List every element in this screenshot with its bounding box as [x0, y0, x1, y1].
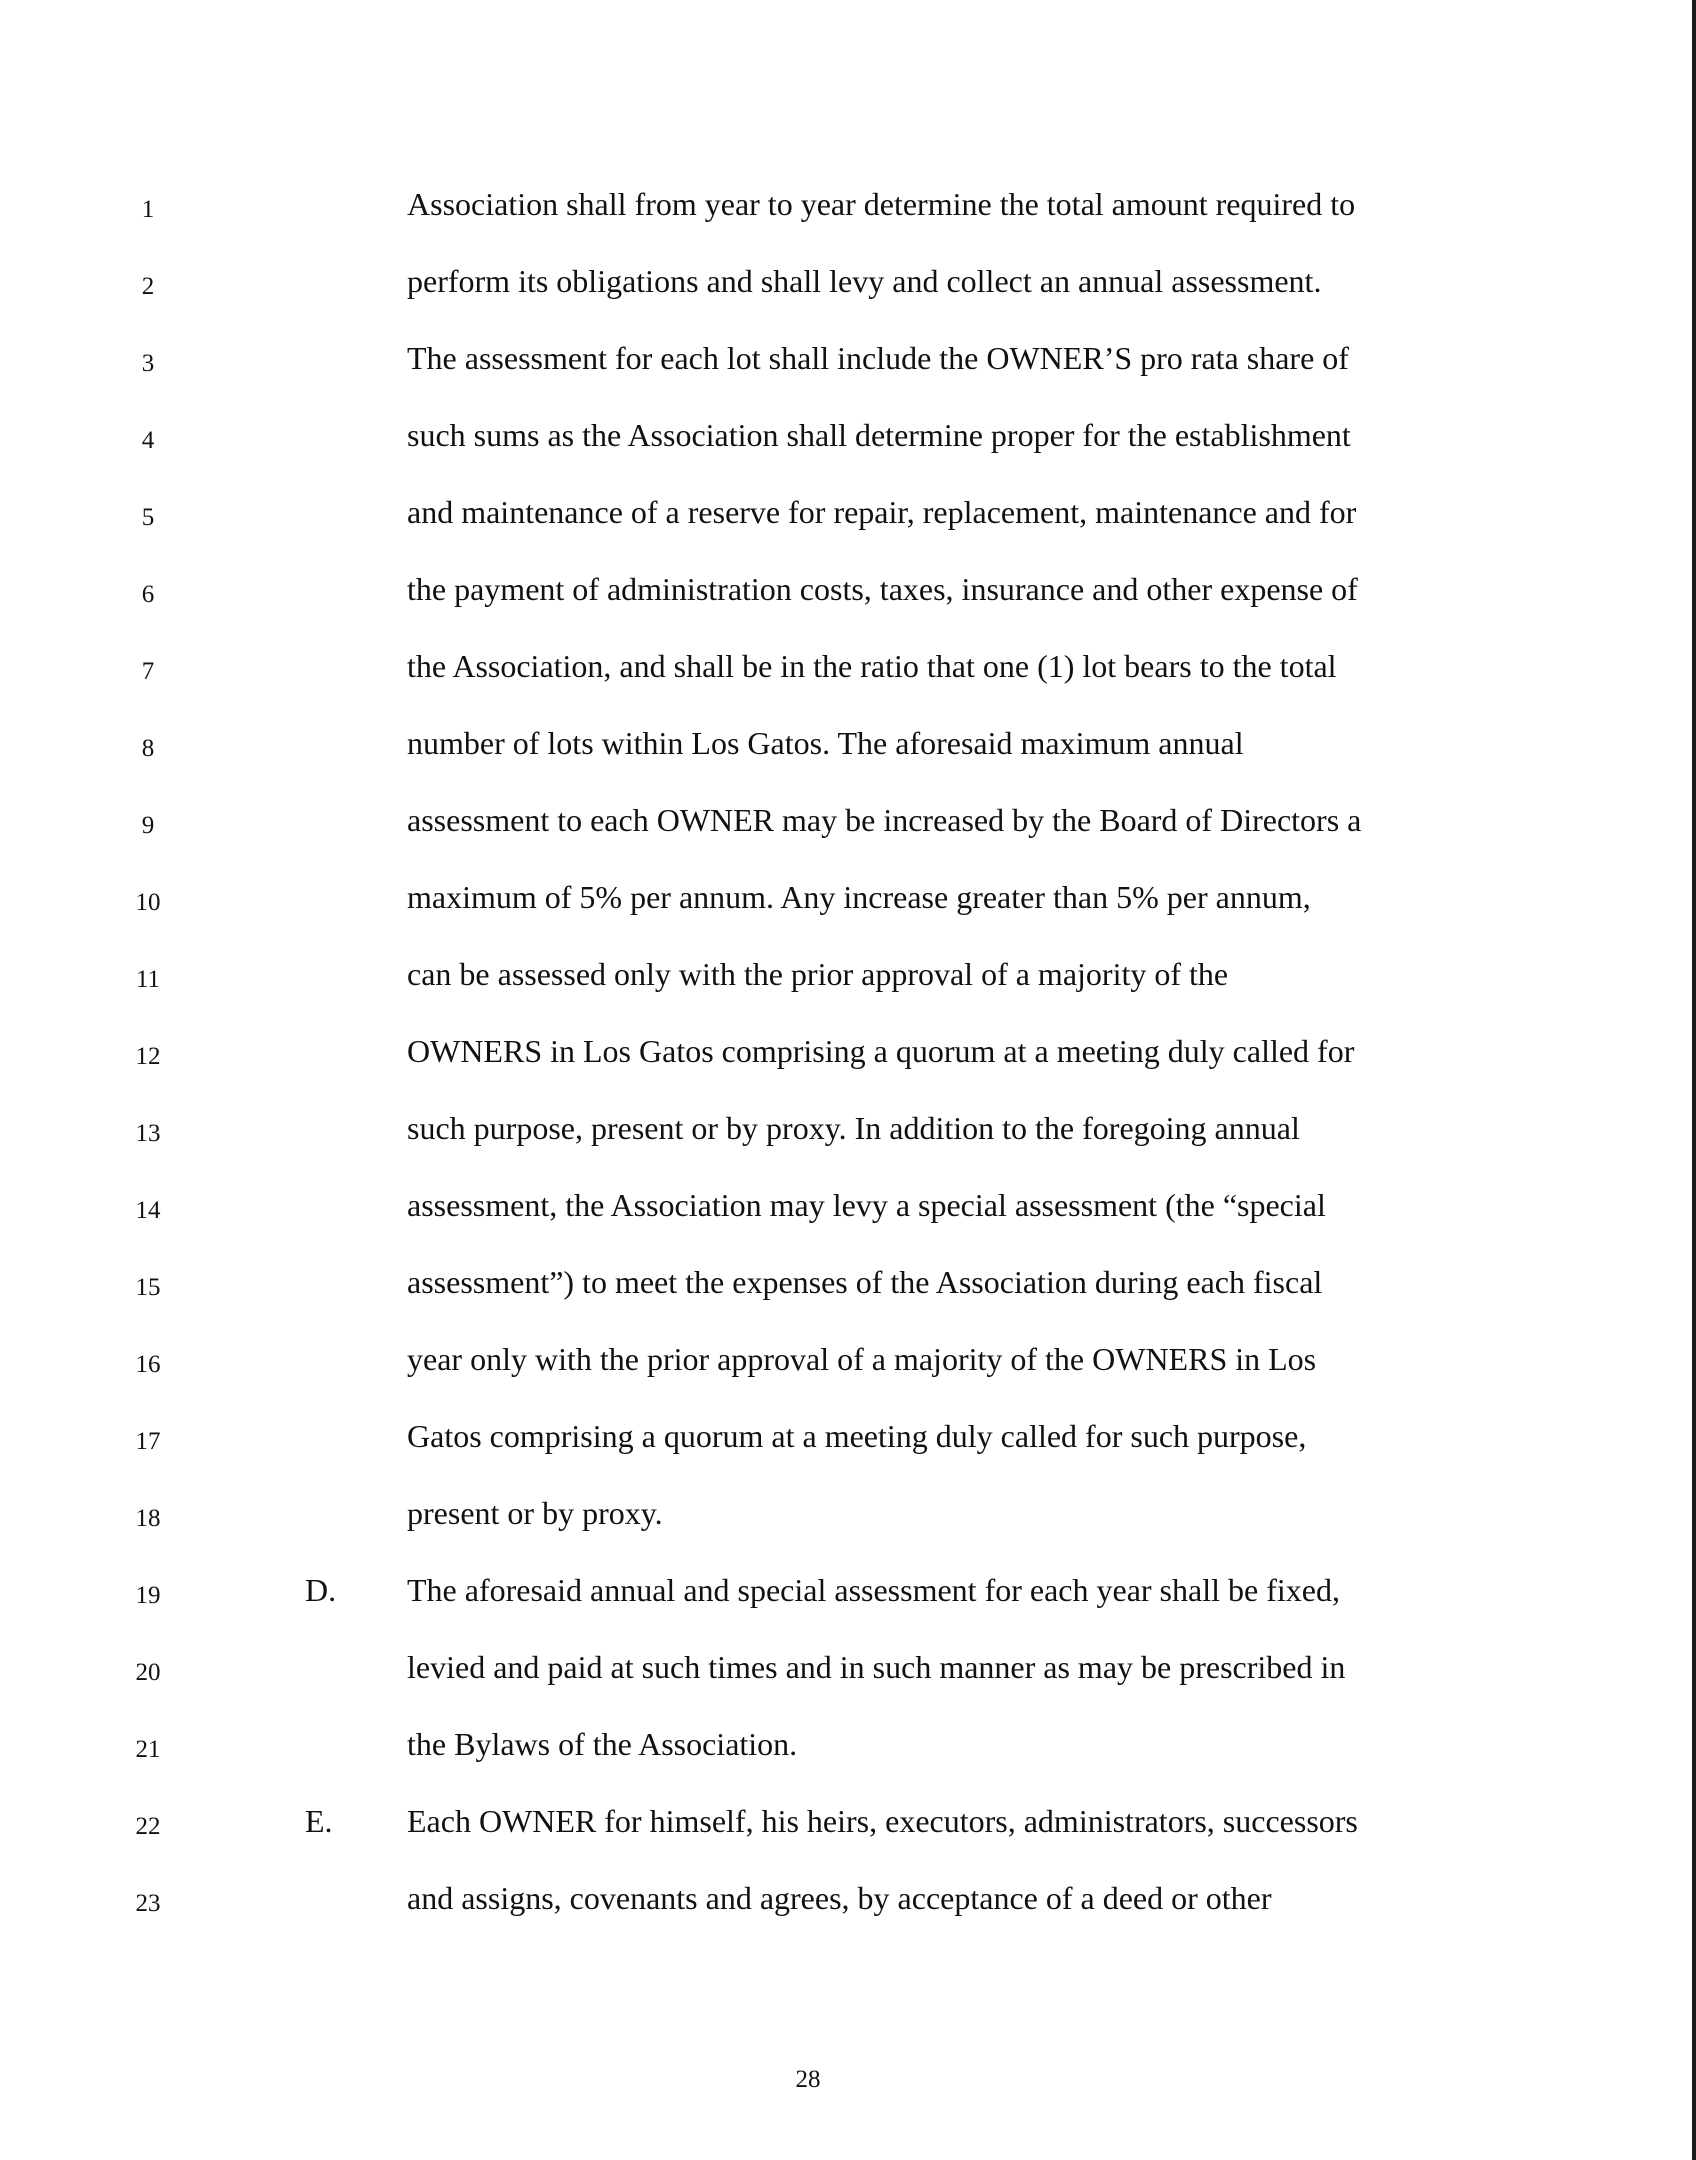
paragraph-label: D. [305, 1572, 337, 1608]
pleading-line [0, 875, 1696, 935]
line-number: 14 [135, 1197, 161, 1224]
line-number: 18 [135, 1505, 161, 1532]
pleading-line [0, 1183, 1696, 1243]
pleading-line [0, 1645, 1696, 1705]
pleading-line [0, 1876, 1696, 1936]
pleading-line [0, 490, 1696, 550]
line-number: 20 [135, 1659, 161, 1686]
line-text: present or by proxy. [407, 1495, 663, 1531]
line-text: perform its obligations and shall levy and collect an annual assessment. [407, 263, 1322, 299]
pleading-line [0, 1029, 1696, 1089]
pleading-line [0, 336, 1696, 396]
line-number: 21 [135, 1736, 161, 1763]
line-text: maximum of 5% per annum. Any increase greater than 5% per annum, [407, 879, 1311, 915]
line-number: 5 [141, 504, 155, 531]
pleading-line [0, 644, 1696, 704]
line-number: 16 [135, 1351, 161, 1378]
line-text: and maintenance of a reserve for repair, replacement, maintenance and for [407, 494, 1357, 530]
pleading-line [0, 1260, 1696, 1320]
pleading-line [0, 567, 1696, 627]
pleading-line [0, 1568, 1696, 1628]
pleading-line [0, 1106, 1696, 1166]
line-text: Each OWNER for himself, his heirs, executors, administrators, successors [407, 1803, 1358, 1839]
page-number: 28 [795, 2066, 821, 2093]
pleading-line [0, 1491, 1696, 1551]
line-number: 15 [135, 1274, 161, 1301]
line-text: The assessment for each lot shall include the OWNER’S pro rata share of [407, 340, 1349, 376]
pleading-line [0, 952, 1696, 1012]
pleading-line [0, 1799, 1696, 1859]
line-text: and assigns, covenants and agrees, by acceptance of a deed or other [407, 1880, 1272, 1916]
line-text: the payment of administration costs, taxes, insurance and other expense of [407, 571, 1358, 607]
line-number: 23 [135, 1890, 161, 1917]
line-text: can be assessed only with the prior approval of a majority of the [407, 956, 1229, 992]
line-number: 22 [135, 1813, 161, 1840]
line-text: OWNERS in Los Gatos comprising a quorum at a meeting duly called for [407, 1033, 1355, 1069]
line-text: The aforesaid annual and special assessment for each year shall be fixed, [407, 1572, 1340, 1608]
pleading-line [0, 721, 1696, 781]
line-text: levied and paid at such times and in such manner as may be prescribed in [407, 1649, 1346, 1685]
line-text: the Bylaws of the Association. [407, 1726, 798, 1762]
pleading-line [0, 1337, 1696, 1397]
line-number: 6 [141, 581, 155, 608]
line-text: assessment to each OWNER may be increased by the Board of Directors a [407, 802, 1362, 838]
pleading-line [0, 1414, 1696, 1474]
line-text: year only with the prior approval of a majority of the OWNERS in Los [407, 1341, 1317, 1377]
line-number: 3 [141, 350, 155, 377]
line-text: Gatos comprising a quorum at a meeting duly called for such purpose, [407, 1418, 1307, 1454]
line-number: 1 [141, 196, 155, 223]
line-text: number of lots within Los Gatos. The aforesaid maximum annual [407, 725, 1244, 761]
line-number: 7 [141, 658, 155, 685]
line-number: 12 [135, 1043, 161, 1070]
line-number: 17 [135, 1428, 161, 1455]
line-text: assessment, the Association may levy a special assessment (the “special [407, 1187, 1326, 1223]
line-text: the Association, and shall be in the ratio that one (1) lot bears to the total [407, 648, 1337, 684]
paragraph-label: E. [305, 1803, 333, 1839]
line-text: assessment”) to meet the expenses of the Association during each fiscal [407, 1264, 1323, 1300]
line-number: 9 [141, 812, 155, 839]
line-number: 13 [135, 1120, 161, 1147]
pleading-line [0, 798, 1696, 858]
pleading-line [0, 259, 1696, 319]
pleading-line [0, 1722, 1696, 1782]
line-text: Association shall from year to year determine the total amount required to [407, 186, 1356, 222]
line-text: such sums as the Association shall determine proper for the establishment [407, 417, 1351, 453]
line-number: 11 [135, 966, 161, 993]
line-number: 8 [141, 735, 155, 762]
line-number: 19 [135, 1582, 161, 1609]
line-number: 4 [141, 427, 155, 454]
pleading-line [0, 413, 1696, 473]
line-text: such purpose, present or by proxy. In addition to the foregoing annual [407, 1110, 1300, 1146]
pleading-line [0, 182, 1696, 242]
line-number: 10 [135, 889, 161, 916]
line-number: 2 [141, 273, 155, 300]
